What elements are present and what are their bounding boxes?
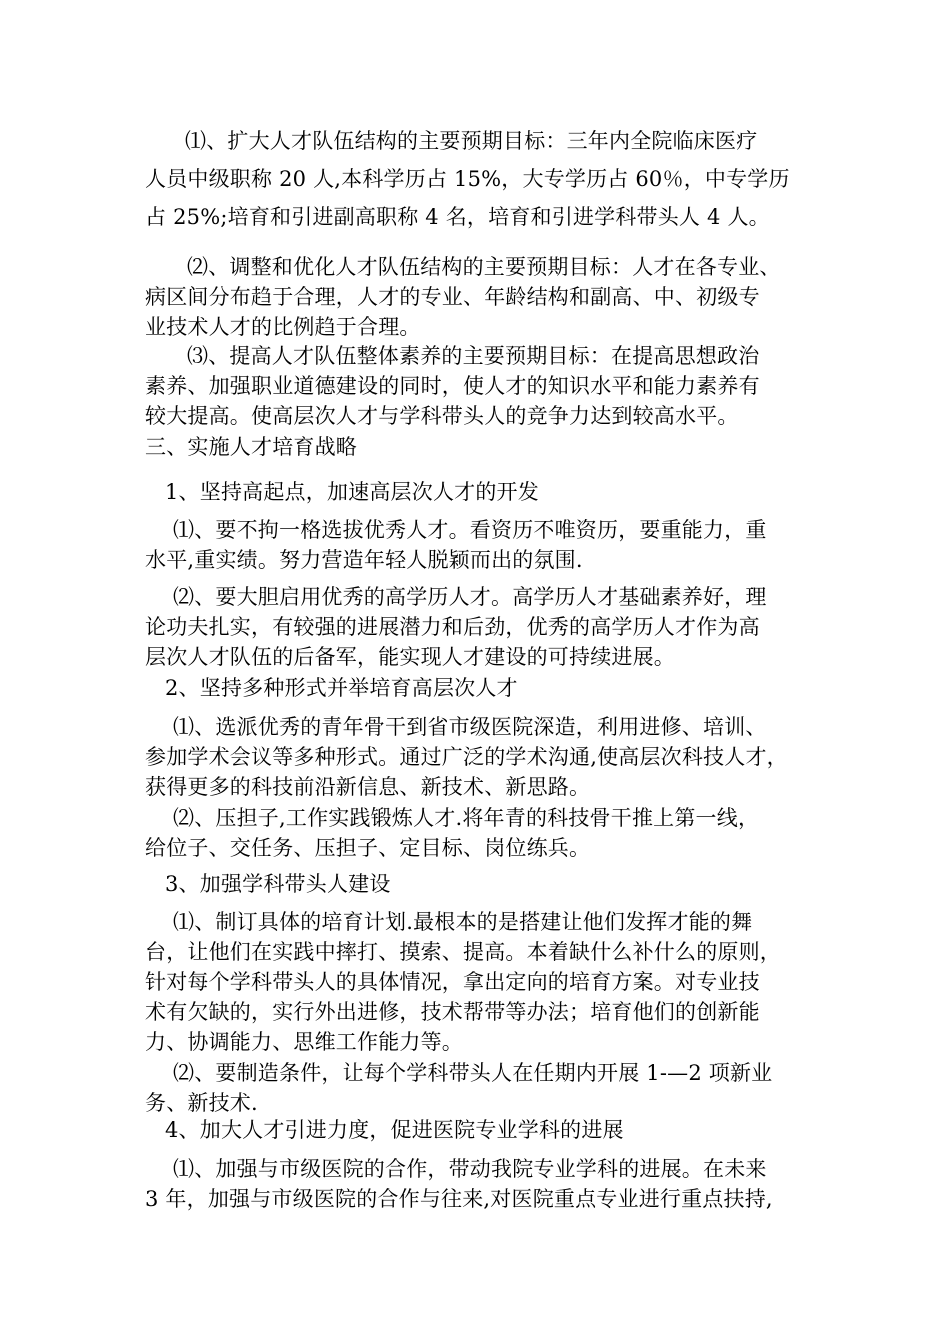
text-line: 力、协调能力、思维工作能力等。 (145, 1030, 463, 1054)
text-line: 层次人才队伍的后备军，能实现人才建设的可持续进展。 (145, 645, 675, 669)
paragraph-high-degree (145, 582, 805, 672)
text-line: ⑴、选派优秀的青年骨干到省市级医院深造，利用进修、培训、 (173, 715, 767, 739)
text-line: ⑴、加强与市级医院的合作，带动我院专业学科的进展。在未来 (173, 1157, 767, 1181)
text-line: 业技术人才的比例趋于合理。 (145, 315, 421, 339)
text-line: 素养、加强职业道德建设的同时，使人才的知识水平和能力素养有 (145, 374, 760, 398)
text-line: 病区间分布趋于合理，人才的专业、年龄结构和副高、中、初级专 (145, 285, 760, 309)
text-line: 务、新技术. (145, 1091, 258, 1115)
paragraph-goal-optimize (145, 252, 805, 342)
text-line: 给位子、交任务、压担子、定目标、岗位练兵。 (145, 836, 591, 860)
text-line: 占 25%;培育和引进副高职称 4 名，培育和引进学科带头人 4 人。 (145, 205, 770, 229)
paragraph-practice (145, 803, 805, 863)
text-line: 较大提高。使高层次人才与学科带头人的竞争力达到较高水平。 (145, 404, 739, 428)
section-heading (145, 432, 805, 462)
text-line: ⑴、要不拘一格选拔优秀人才。看资历不唯资历，要重能力，重 (173, 518, 767, 542)
text-line: 术有欠缺的，实行外出进修，技术帮带等办法；培育他们的创新能 (145, 1000, 760, 1024)
text-line: ⑵、要大胆启用优秀的高学历人才。高学历人才基础素养好，理 (173, 585, 767, 609)
paragraph-goal-quality (145, 341, 805, 431)
text-line: 获得更多的科技前沿新信息、新技术、新思路。 (145, 775, 591, 799)
subheading-3 (145, 869, 805, 899)
paragraph-training-plan (145, 907, 805, 1057)
text-line: ⑶、提高人才队伍整体素养的主要预期目标：在提高思想政治 (187, 344, 760, 368)
subheading-text: 3、加强学科带头人建设 (165, 872, 391, 896)
text-line: 参加学术会议等多种形式。通过广泛的学术沟通,使高层次科技人才， (145, 745, 788, 769)
paragraph-goal-structure (145, 122, 805, 236)
text-line: ⑴、扩大人才队伍结构的主要预期目标：三年内全院临床医疗 (185, 129, 758, 153)
subheading-text: 2、坚持多种形式并举培育高层次人才 (165, 676, 518, 700)
section-heading-text: 三、实施人才培育战略 (145, 435, 357, 459)
text-line: ⑴、制订具体的培育计划.最根本的是搭建让他们发挥才能的舞 (173, 910, 753, 934)
text-line: ⑵、调整和优化人才队伍结构的主要预期目标：人才在各专业、 (187, 255, 781, 279)
paragraph-further-study (145, 712, 805, 802)
text-line: 针对每个学科带头人的具体情况，拿出定向的培育方案。对专业技 (145, 970, 760, 994)
text-line: 台，让他们在实践中摔打、摸索、提高。本着缺什么补什么的原则， (145, 940, 781, 964)
text-line: ⑵、要制造条件，让每个学科带头人在任期内开展 1-—2 项新业 (173, 1061, 773, 1085)
subheading-2 (145, 673, 805, 703)
text-line: 3 年，加强与市级医院的合作与往来,对医院重点专业进行重点扶持, (145, 1187, 773, 1211)
paragraph-cooperation (145, 1154, 805, 1214)
text-line: ⑵、压担子,工作实践锻炼人才.将年青的科技骨干推上第一线， (173, 806, 760, 830)
paragraph-select-talent (145, 515, 805, 575)
subheading-1 (145, 477, 805, 507)
text-line: 人员中级职称 20 人,本科学历占 15%，大专学历占 60％，中专学历 (145, 167, 790, 191)
text-line: 论功夫扎实，有较强的进展潜力和后劲，优秀的高学历人才作为高 (145, 615, 760, 639)
text-line: 水平,重实绩。努力营造年轻人脱颖而出的氛围. (145, 548, 583, 572)
paragraph-new-business (145, 1058, 805, 1118)
subheading-text: 4、加大人才引进力度，促进医院专业学科的进展 (165, 1118, 624, 1142)
subheading-text: 1、坚持高起点，加速高层次人才的开发 (165, 480, 539, 504)
subheading-4 (145, 1115, 805, 1145)
